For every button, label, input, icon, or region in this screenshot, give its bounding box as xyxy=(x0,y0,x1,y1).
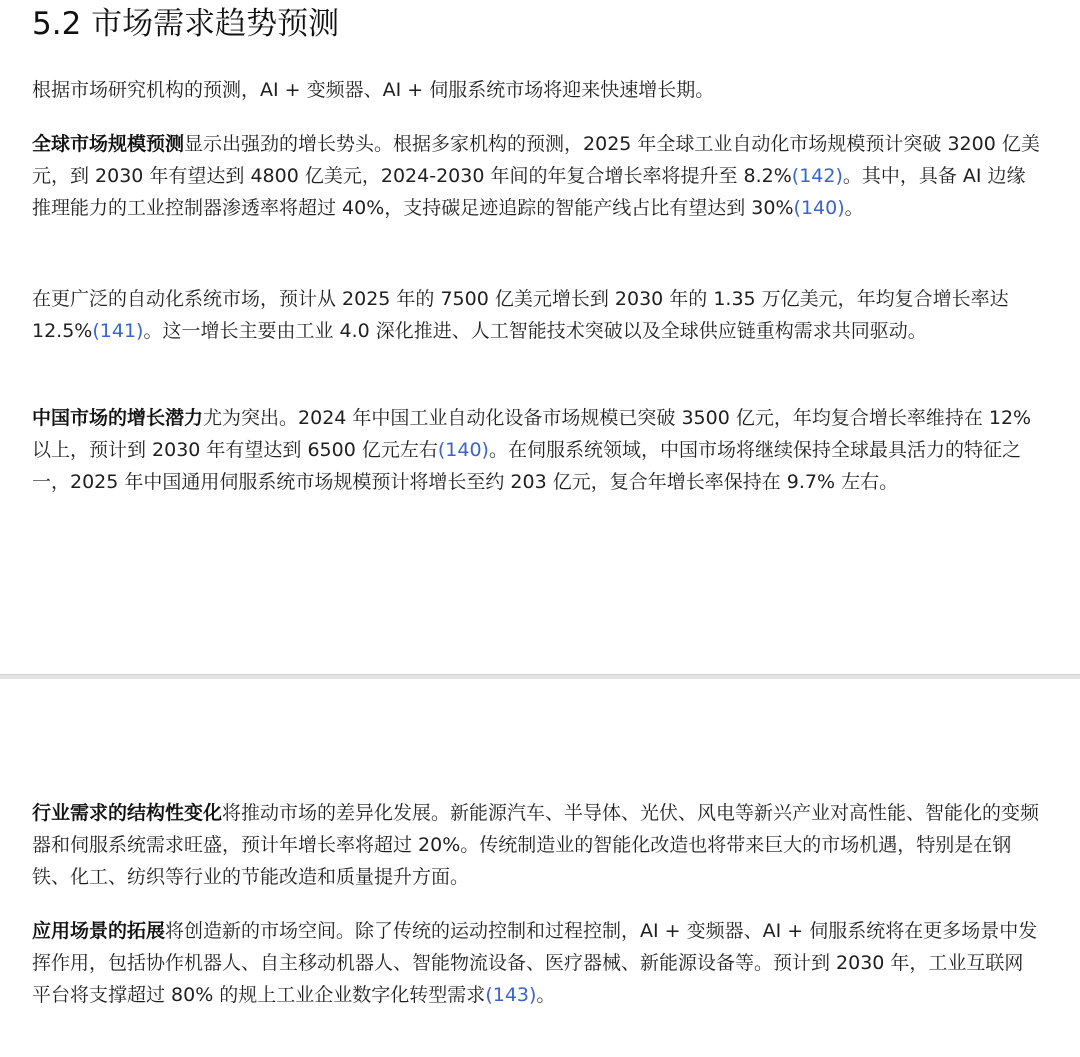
global-market-heading: 全球市场规模预测 xyxy=(32,133,185,155)
intro-paragraph xyxy=(32,74,1042,106)
global-market-text-2: 。其中，具备 AI 边缘推理能力的工业控制器渗透率将超过 40%，支持碳足迹追踪的智能产线占比有望达到 30% xyxy=(32,165,1026,219)
citation-link-140[interactable]: (140) xyxy=(437,439,489,461)
intro-text: 根据市场研究机构的预测，AI + 变频器、AI + 伺服系统市场将迎来快速增长期。 xyxy=(32,79,715,101)
automation-text-1: 在更广泛的自动化系统市场，预计从 2025 年的 7500 亿美元增长到 2030 年的 1.35 万亿美元，年均复合增长率达 12.5% xyxy=(32,288,1009,342)
china-market-heading: 中国市场的增长潜力 xyxy=(32,407,204,429)
industry-demand-text: 将推动市场的差异化发展。新能源汽车、半导体、光伏、风电等新兴产业对高性能、智能化的变频器和伺服系统需求旺盛，预计年增长率将超过 20%。传统制造业的智能化改造也将带来巨大的市场机遇，特别是在钢铁、化工、纺织等行业的节能改造和质量提升方面。 xyxy=(32,802,1040,888)
application-scenario-paragraph xyxy=(32,915,1042,1011)
application-scenario-heading: 应用场景的拓展 xyxy=(32,920,166,942)
application-scenario-text-1: 将创造新的市场空间。除了传统的运动控制和过程控制，AI + 变频器、AI + 伺服系统将在更多场景中发挥作用，包括协作机器人、自主移动机器人、智能物流设备、医疗器械、新能源设备等。预计到 2030 年，工业互联网平台将支撑超过 80% 的规上工业企业数字化转型需求 xyxy=(32,920,1038,1006)
section-title: 5.2 市场需求趋势预测 xyxy=(32,6,340,42)
industry-demand-paragraph xyxy=(32,797,1042,893)
china-market-text-2: 。在伺服系统领域，中国市场将继续保持全球最具活力的特征之一，2025 年中国通用伺服系统市场规模预计将增长至约 203 亿元，复合年增长率保持在 9.7% 左右。 xyxy=(32,439,1021,493)
automation-market-paragraph xyxy=(32,283,1042,347)
china-market-text-1: 尤为突出。2024 年中国工业自动化设备市场规模已突破 3500 亿元，年均复合增长率维持在 12% 以上，预计到 2030 年有望达到 6500 亿元左右 xyxy=(32,407,1032,461)
application-scenario-text-2: 。 xyxy=(536,984,556,1006)
automation-text-2: 。这一增长主要由工业 4.0 深化推进、人工智能技术突破以及全球供应链重构需求共同驱动。 xyxy=(143,320,927,342)
industry-demand-heading: 行业需求的结构性变化 xyxy=(32,802,223,824)
global-market-text-1: 显示出强劲的增长势头。根据多家机构的预测，2025 年全球工业自动化市场规模预计突破 3200 亿美元，到 2030 年有望达到 4800 亿美元，2024-2030 年间的年复合增长率将提升至 8.2% xyxy=(32,133,1040,187)
document-page-lower xyxy=(0,679,1080,1057)
citation-link-140[interactable]: (140) xyxy=(793,197,845,219)
global-market-text-3: 。 xyxy=(844,197,864,219)
china-market-paragraph xyxy=(32,402,1042,498)
citation-link-141[interactable]: (141) xyxy=(92,320,144,342)
global-market-paragraph xyxy=(32,128,1042,224)
citation-link-143[interactable]: (143) xyxy=(485,984,537,1006)
citation-link-142[interactable]: (142) xyxy=(791,165,843,187)
